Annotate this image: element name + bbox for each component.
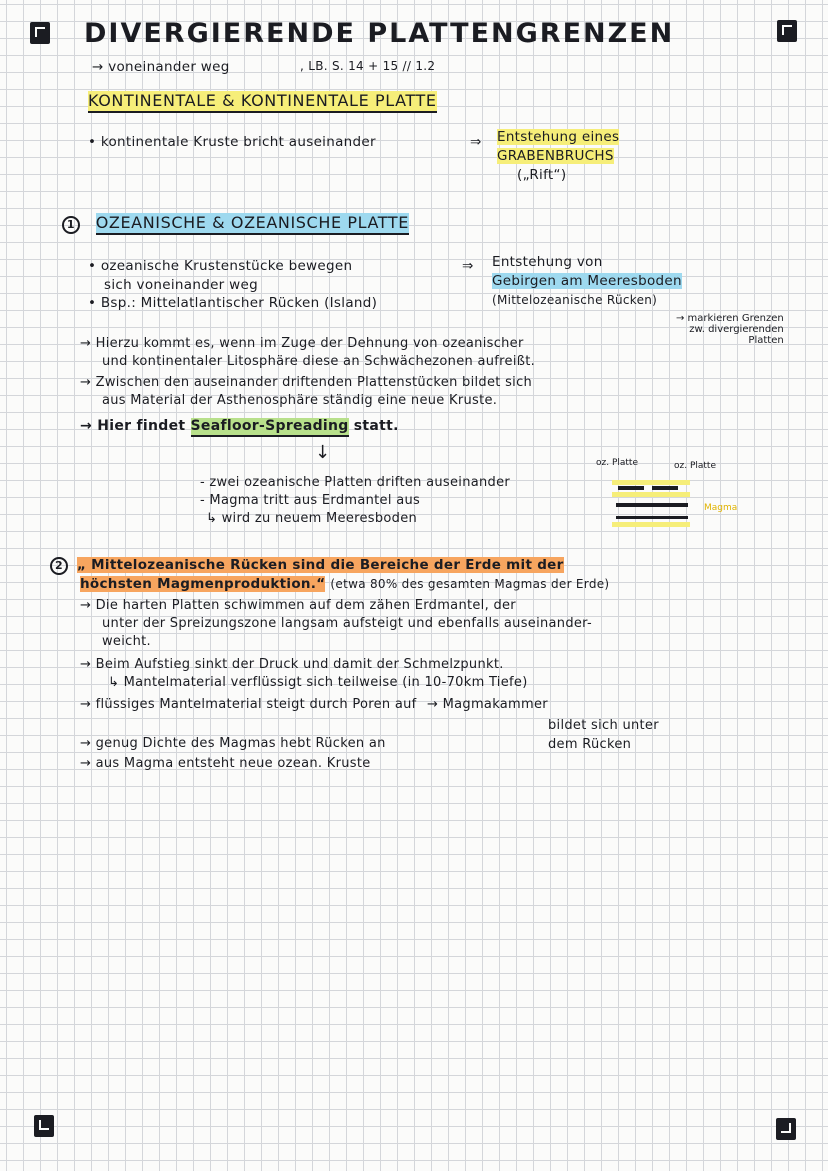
side-note-line: → markieren Grenzen [676,313,784,324]
result-line: GRABENBRUCHS [497,148,614,164]
result-line: (Mittelozeanische Rücken) [492,293,658,307]
paragraph-line: → Hierzu kommt es, wenn im Zuge der Dehnung von ozeanischer [80,336,524,351]
list-item: ↳ wird zu neuem Meeresboden [206,511,418,526]
down-arrow: ↓ [315,442,331,463]
ruecken-paragraph-3-cont [548,716,659,754]
plate-diagram [592,458,762,533]
kontinental-result [497,128,619,185]
ruecken-paragraph-2 [80,656,528,692]
page-title: DIVERGIERENDE PLATTENGRENZEN [84,18,675,49]
ozeanisch-arrow: ⇒ [462,258,474,274]
label-right-plate: oz. Platte [674,461,716,471]
ozeanisch-bullet-2: • Bsp.: Mittelatlantischer Rücken (Island) [88,295,378,311]
result-line: Entstehung eines [497,129,620,145]
ruecken-paragraph-3 [80,697,548,712]
paragraph-line: → Zwischen den auseinander driftenden Plattenstücken bildet sich [80,375,533,390]
heading-text: OZEANISCHE & OZEANISCHE PLATTE [96,213,409,235]
logo-icon [777,20,797,42]
paragraph-text: statt. [353,418,399,434]
plate-layer [616,516,688,519]
paragraph-line: weicht. [102,634,151,649]
plate-layer [612,492,690,497]
paragraph-line: → Magmakammer [427,697,548,712]
plate-layer [612,522,690,527]
paragraph-line: ↳ Mantelmaterial verflüssigt sich teilweise (in 10-70km Tiefe) [108,675,528,690]
paragraph-line: aus Material der Asthenosphäre ständig eine neue Kruste. [102,393,498,408]
quote-note: (etwa 80% des gesamten Magmas der Erde) [330,577,610,591]
section-heading-kontinental [88,91,437,110]
list-item: - Magma tritt aus Erdmantel aus [200,493,421,508]
ozeanisch-list [200,474,510,528]
kontinental-arrow: ⇒ [470,134,482,150]
result-line: Entstehung von [492,254,603,270]
paragraph-line: und kontinentaler Litosphäre diese an Schwächezonen aufreißt. [102,354,536,369]
ozeanisch-bullet-1: • ozeanische Krustenstücke bewegen sich voneinander weg [88,258,353,293]
plate-layer [652,486,678,490]
paragraph-text: → Hier findet [80,418,186,434]
book-reference: , LB. S. 14 + 15 // 1.2 [300,59,436,73]
seafloor-spreading-highlight: Seafloor-Spreading [191,418,349,437]
section-heading-ozeanisch [62,213,409,234]
label-magma: Magma [704,503,738,513]
paragraph-line: → Beim Aufstieg sinkt der Druck und damit der Schmelzpunkt. [80,657,504,672]
ruecken-quote [50,556,609,594]
side-note [676,313,784,346]
ozeanisch-paragraph-1 [80,335,535,371]
heading-text: KONTINENTALE & KONTINENTALE PLATTE [88,91,437,113]
bullet-text: ozeanische Krustenstücke bewegen [100,258,353,274]
paragraph-line: → Die harten Platten schwimmen auf dem zähen Erdmantel, der [80,598,516,613]
result-line: Gebirgen am Meeresboden [492,273,682,289]
bullet-text: kontinentale Kruste bricht auseinander [100,134,376,150]
ruecken-paragraph-1 [80,597,592,651]
plate-layer [618,486,644,490]
bullet-text: Bsp.: Mittelatlantischer Rücken (Island) [100,295,378,311]
plate-layer [616,503,688,507]
paragraph-line: bildet sich unter [548,718,659,733]
kontinental-bullet: • kontinentale Kruste bricht auseinander [88,134,376,150]
paragraph-line: dem Rücken [548,737,632,752]
subtitle: → voneinander weg [92,59,230,75]
bullet-text: sich voneinander weg [104,277,258,293]
paragraph-line: → flüssiges Mantelmaterial steigt durch Poren auf [80,697,417,712]
ruecken-paragraph-4: → genug Dichte des Magmas hebt Rücken an [80,736,386,751]
paragraph-line: unter der Spreizungszone langsam aufsteigt und ebenfalls auseinander- [102,616,592,631]
plate-layer [612,480,690,485]
quote-line: „ Mittelozeanische Rücken sind die Bereiche der Erde mit der [77,557,564,573]
section-number: 1 [62,216,80,234]
side-note-line: Platten [748,335,784,346]
section-number: 2 [50,557,68,575]
logo-icon [30,22,50,44]
list-item: - zwei ozeanische Platten driften auseinander [200,475,511,490]
label-left-plate: oz. Platte [596,458,638,468]
logo-icon [776,1118,796,1140]
ozeanisch-paragraph-2 [80,374,532,410]
ozeanisch-result [492,253,682,310]
logo-icon [34,1115,54,1137]
result-line: („Rift“) [517,167,567,183]
ruecken-paragraph-5: → aus Magma entsteht neue ozean. Kruste [80,756,371,771]
side-note-line: zw. divergierenden [689,324,784,335]
ozeanisch-paragraph-3 [80,418,399,434]
quote-line: höchsten Magmenproduktion.“ [80,576,326,592]
